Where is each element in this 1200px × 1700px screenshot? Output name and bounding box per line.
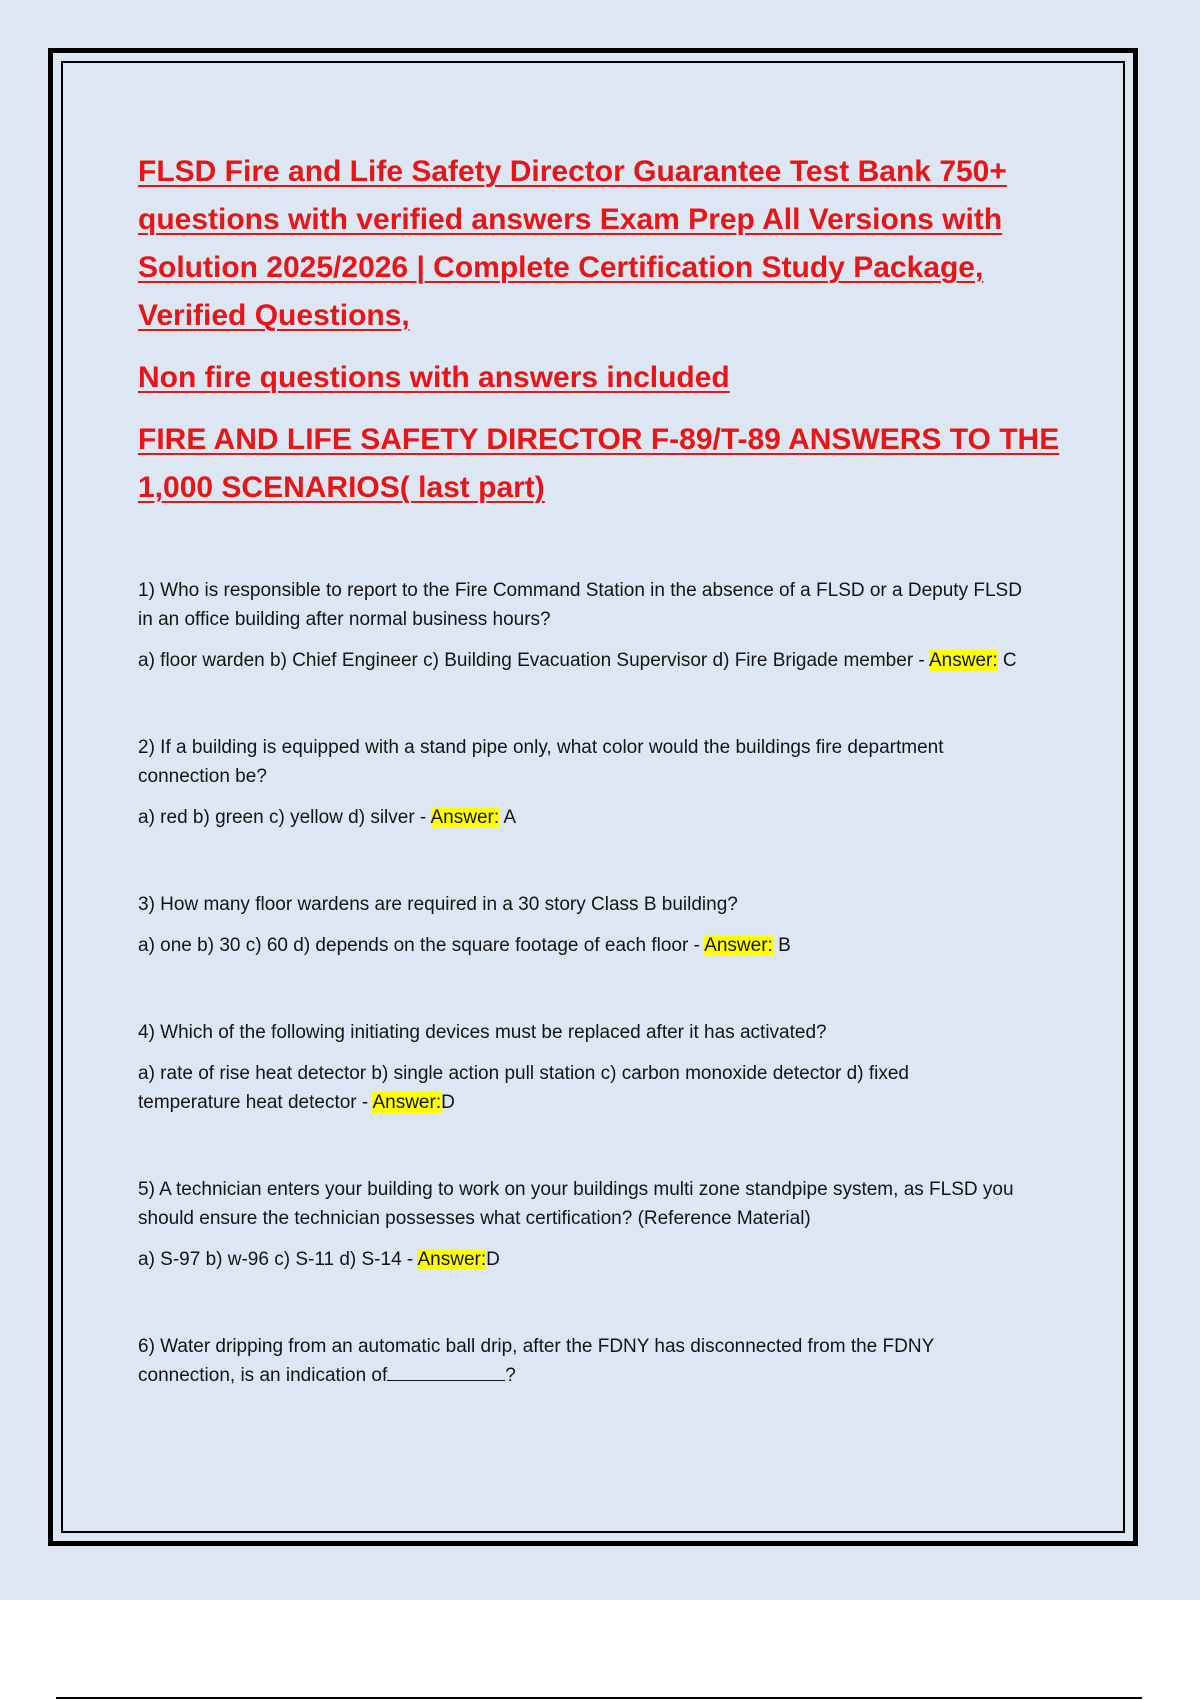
question-text xyxy=(138,890,1088,919)
title-line: questions with verified answers Exam Prep All Versions with xyxy=(138,203,1003,236)
question-text xyxy=(138,733,1088,791)
question-item xyxy=(138,1332,1088,1390)
question-text xyxy=(138,1018,1088,1047)
answer-value: D xyxy=(441,1092,455,1113)
document-subtitle xyxy=(138,354,1088,402)
question-list xyxy=(138,576,1088,1390)
section-heading-line: FIRE AND LIFE SAFETY DIRECTOR F-89/T-89 ANSWERS TO THE xyxy=(138,423,1060,456)
answer-label: Answer: xyxy=(704,935,773,956)
document-title xyxy=(138,148,1088,340)
question-options xyxy=(138,646,1088,675)
options-text: a) red b) green c) yellow d) silver - xyxy=(138,807,431,828)
question-item xyxy=(138,733,1088,832)
question-options xyxy=(138,1245,1088,1274)
options-text: temperature heat detector - xyxy=(138,1092,373,1113)
options-text: a) floor warden b) Chief Engineer c) Building Evacuation Supervisor d) Fire Brigade member - xyxy=(138,650,929,671)
question-text-line: connection be? xyxy=(138,766,267,787)
title-line: Verified Questions, xyxy=(138,299,410,332)
section-heading-line: 1,000 SCENARIOS( last part) xyxy=(138,471,545,504)
question-text xyxy=(138,1175,1088,1233)
question-text-end: ? xyxy=(505,1365,516,1386)
options-text: a) one b) 30 c) 60 d) depends on the square footage of each floor - xyxy=(138,935,705,956)
question-item xyxy=(138,890,1088,960)
answer-value: B xyxy=(772,935,791,956)
subtitle-line: Non fire questions with answers included xyxy=(138,361,730,394)
title-line: Solution 2025/2026 | Complete Certification Study Package, xyxy=(138,251,984,284)
answer-label: Answer: xyxy=(928,650,998,671)
question-item xyxy=(138,1175,1088,1274)
answer-label: Answer: xyxy=(372,1092,442,1113)
document-section-heading xyxy=(138,416,1088,512)
question-text-line: 6) Water dripping from an automatic ball drip, after the FDNY has disconnected from the FDNY xyxy=(138,1336,935,1357)
question-text-line: 4) Which of the following initiating devices must be replaced after it has activated? xyxy=(138,1022,827,1043)
answer-value: C xyxy=(997,650,1017,671)
question-text-line: 2) If a building is equipped with a stand pipe only, what color would the buildings fire department xyxy=(138,737,944,758)
question-text xyxy=(138,1332,1088,1390)
question-text-line: in an office building after normal business hours? xyxy=(138,609,551,630)
answer-label: Answer: xyxy=(430,807,500,828)
question-text-line: connection, is an indication of xyxy=(138,1365,388,1386)
fill-in-blank xyxy=(387,1362,505,1381)
footer-divider xyxy=(56,1697,1142,1699)
options-text: a) S-97 b) w-96 c) S-11 d) S-14 - xyxy=(138,1249,418,1270)
answer-value: A xyxy=(499,807,517,828)
question-item xyxy=(138,576,1088,675)
answer-value: D xyxy=(486,1249,500,1270)
question-text-line: 3) How many floor wardens are required in a 30 story Class B building? xyxy=(138,894,738,915)
title-line: FLSD Fire and Life Safety Director Guarantee Test Bank 750+ xyxy=(138,155,1007,188)
question-options xyxy=(138,1059,1088,1117)
question-text-line: should ensure the technician possesses what certification? (Reference Material) xyxy=(138,1208,811,1229)
question-text-line: 5) A technician enters your building to work on your buildings multi zone standpipe system, as FLSD you xyxy=(138,1179,1014,1200)
question-options xyxy=(138,931,1088,960)
question-options xyxy=(138,803,1088,832)
question-item xyxy=(138,1018,1088,1117)
options-text: a) rate of rise heat detector b) single action pull station c) carbon monoxide detector d) fixed xyxy=(138,1063,909,1084)
answer-label: Answer: xyxy=(417,1249,487,1270)
question-text xyxy=(138,576,1088,634)
question-text-line: 1) Who is responsible to report to the Fire Command Station in the absence of a FLSD or a Deputy FLSD xyxy=(138,580,1022,601)
document-content xyxy=(138,148,1088,1448)
